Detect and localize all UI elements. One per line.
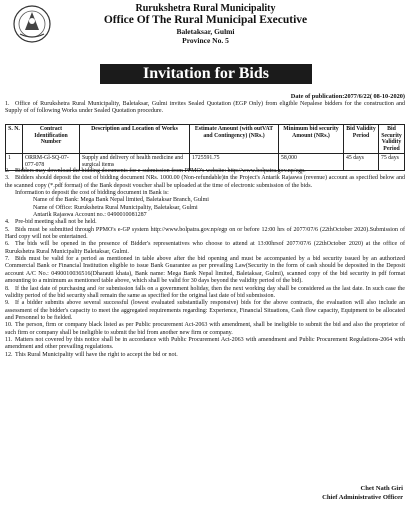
list-item: 3. Bidders should deposit the cost of bidding document NRs. 1000.00 (Non-refundable)in the Project's Antarik Rajaswa (revenue) account as specified below and the scanned copy (*.pdf format) of the Bank deposit voucher shall be uploaded at the time of electronic submission of the bids. bbox=[5, 175, 405, 189]
page-title-banner: Invitation for Bids bbox=[100, 64, 312, 84]
instructions bbox=[5, 168, 405, 359]
list-item: 5. Bids must be submitted through PPMO's e-GP system http://www.bolpatra.gov.np/egp on or before 12:00 hrs of 2077/07/6 (22thOctober 2020).Submission of Hard copy will not be entertained. bbox=[5, 226, 405, 241]
signature-block bbox=[322, 484, 403, 502]
col-validity: Bid Validity Period bbox=[344, 125, 379, 154]
contracts-table bbox=[5, 124, 405, 171]
bank-name: Name of the Bank: Mega Bank Nepal limited, Baletaksar Branch, Gulmi bbox=[33, 197, 209, 204]
header bbox=[0, 3, 411, 45]
signatory-name: Chet Nath Giri bbox=[360, 485, 403, 492]
list-item: 11. Matters not covered by this notice shall be in accordance with Public Procurement Act-2063 with amendment and Public Procurement Regulations-2064 with amendment and other prevailing regulations. bbox=[5, 336, 405, 351]
cell-contract-id: ORRM-Gl-SQ-07-077-078 bbox=[23, 154, 80, 170]
cell-description: Supply and delivery of health medicine and surgical items bbox=[80, 154, 190, 170]
list-item: 8. If the last date of purchasing and /or submission falls on a government holiday, then the next working day shall be considered as the last date. In such case the validity period of the bid security shall remain the same as specified for the original last date of bid submission. bbox=[5, 285, 405, 299]
col-estimate: Estimate Amount (with outVAT and Contingency) (NRs.) bbox=[190, 125, 279, 154]
list-item: 2. Bidders may download the bidding documents for e-submission from PPMO's website: http://www.bolpatra.gov.np/egp. bbox=[5, 168, 306, 174]
office-account-name: Name of Office: Rurukshetra Rural Municipality, Baletaksar, Gulmi bbox=[33, 204, 198, 211]
col-sn: S. N. bbox=[6, 125, 23, 154]
intro-text: Office of Rurukshetra Rural Municipality, Baletaksar, Gulmi invites Sealed Quotation (EGP Only) from eligible Nepalese bidders for the construction and Supply of of following Works under Sealed Quotation procedure. bbox=[5, 101, 405, 115]
address: Baletaksar, Gulmi bbox=[176, 27, 235, 36]
list-item: 10. The person, firm or company black listed as per Public procurement Act-2063 with amendment, shall be ineligible to submit the bid and also the proprietor of such firm or company shall be ineligible to submit the bid from another new firm or company. bbox=[5, 322, 405, 336]
bank-info-intro: Information to deposit the cost of bidding document in Bank is: bbox=[15, 190, 169, 197]
list-item: 6. The bids will be opened in the presence of Bidder's representatives who choose to attend at 13:00hrsof 2077/07/6 (22thOctober 2020) at the office of Rurukshetra Rural Municipality Baletaksar, Gulmi. bbox=[5, 241, 405, 255]
list-item: 12. This Rural Municipality will have the right to accept the bid or not. bbox=[5, 351, 178, 358]
org-name: Rurukshetra Rural Municipality bbox=[135, 3, 276, 14]
table-header-row bbox=[6, 125, 405, 154]
signatory-title: Chief Administrative Officer bbox=[322, 494, 403, 501]
province: Province No. 5 bbox=[182, 36, 229, 45]
cell-validity: 45 days bbox=[344, 154, 379, 170]
col-bid-security: Minimum bid security Amount (NRs.) bbox=[279, 125, 344, 154]
intro-num: 1. bbox=[5, 101, 10, 107]
list-item: 9. If a bidder submits above several successful (lowest evaluated substantially responsive) bids for the above contracts, the evaluation will also include an assessment of the bidder's capacity to meet the aggregated requirements regarding: Experience, Financial Situations, Cash flow capacity, Equipment to be allocated and Personnel to be fielded. bbox=[5, 300, 405, 321]
col-contract-id: Contract Identification Number bbox=[23, 125, 80, 154]
list-item: 4. Pre-bid meeting shall not be held. bbox=[5, 219, 97, 226]
cell-estimate: 1725591.75 bbox=[190, 154, 279, 170]
office-name: Office Of The Rural Municipal Executive bbox=[103, 14, 308, 26]
cell-security-validity: 75 days bbox=[379, 154, 405, 170]
list-item: 7. Bids must be valid for a period as mentioned in table above after the bid opening and must be accompanied by a bid security issued by an authorized Commercial Bank or Financial Institution eligible to issue Bank Guarantee as per prevailing Law(Security in the form of cash should be deposited in the Deposit account A/C No.: 0490010036516(Dharauti khata), Bank name: Mega Bank Nepal limited, Baletaksar, Gulmi), scanned copy of the bid security in pdf format amounting to a minimum as mentioned table above, which shall be valid for 30 days beyond the validity period of the bid). bbox=[5, 256, 405, 285]
col-security-validity: Bid Security Validity Period bbox=[379, 125, 405, 154]
publication-date: Date of publication:2077/6/22( 08-10-2020) bbox=[290, 93, 405, 100]
cell-sn: 1 bbox=[6, 154, 23, 170]
col-description: Description and Location of Works bbox=[80, 125, 190, 154]
cell-bid-security: 58,000 bbox=[279, 154, 344, 170]
intro-paragraph bbox=[5, 101, 405, 116]
account-number: Antarik Rajaswa Account no.: 0490010081287 bbox=[33, 212, 147, 219]
